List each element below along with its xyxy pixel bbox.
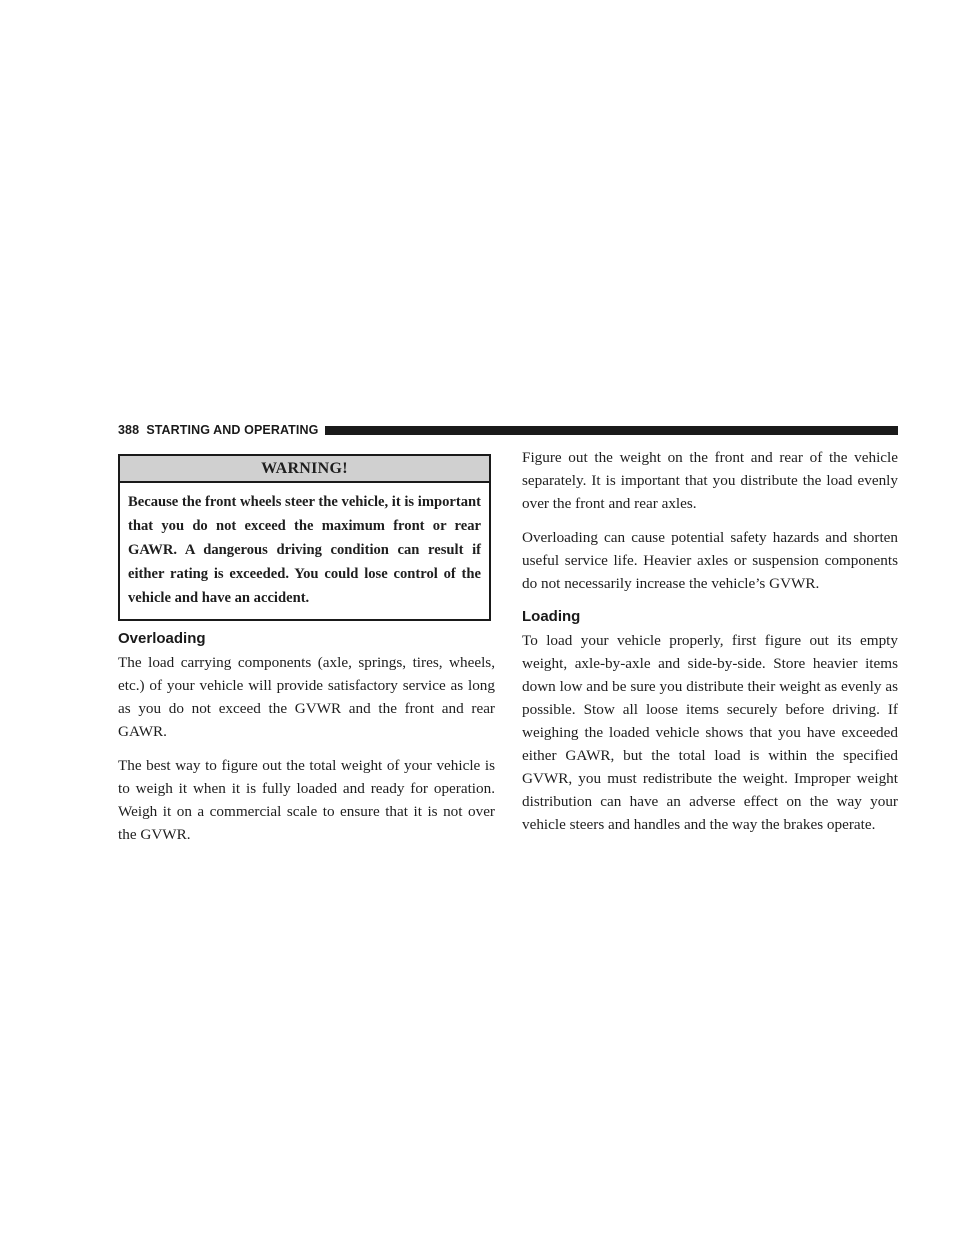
page-number: 388 — [118, 423, 140, 437]
section-title: STARTING AND OPERATING — [146, 423, 319, 437]
weight-distribution-paragraph: Figure out the weight on the front and rear of the vehicle separately. It is important that you distribute the load evenly over the front and rear axles. — [522, 449, 898, 512]
left-column — [118, 454, 495, 846]
header-rule — [325, 426, 898, 435]
loading-paragraph: To load your vehicle properly, first figure out its empty weight, axle-by-axle and side-by-side. Store heavier items down low and be sure you distribute their weight as evenly as possible. Stow all loose items securely before driving. If weighing the loaded vehicle shows that you have exceeded either GAWR, but the total load is within the specified GVWR, you must redistribute the weight. Improper weight distribution can have an adverse effect on the way your vehicle steers and handles and the way the brakes operate. — [522, 632, 898, 833]
warning-box — [118, 454, 491, 621]
page-header-text — [118, 423, 318, 437]
overloading-heading: Overloading — [118, 630, 206, 647]
overloading-hazards-paragraph: Overloading can cause potential safety hazards and shorten useful service life. Heavier axles or suspension components do not necessarily increase the vehicle’s GVWR. — [522, 529, 898, 592]
overloading-paragraph-2: The best way to figure out the total weight of your vehicle is to weigh it when it is fully loaded and ready for operation. Weigh it on a commercial scale to ensure that it is not over the GVWR. — [118, 757, 495, 843]
right-column — [522, 446, 898, 836]
overloading-paragraph-1: The load carrying components (axle, springs, tires, wheels, etc.) of your vehicle will provide satisfactory service as long as you do not exceed the GVWR and the front and rear GAWR. — [118, 654, 495, 740]
warning-title: WARNING! — [120, 456, 489, 483]
warning-text: Because the front wheels steer the vehicle, it is important that you do not exceed the maximum front or rear GAWR. A dangerous driving condition can result if either rating is exceeded. You could lose control of the vehicle and have an accident. — [128, 494, 481, 606]
page-header — [118, 422, 898, 438]
loading-heading: Loading — [522, 608, 581, 625]
